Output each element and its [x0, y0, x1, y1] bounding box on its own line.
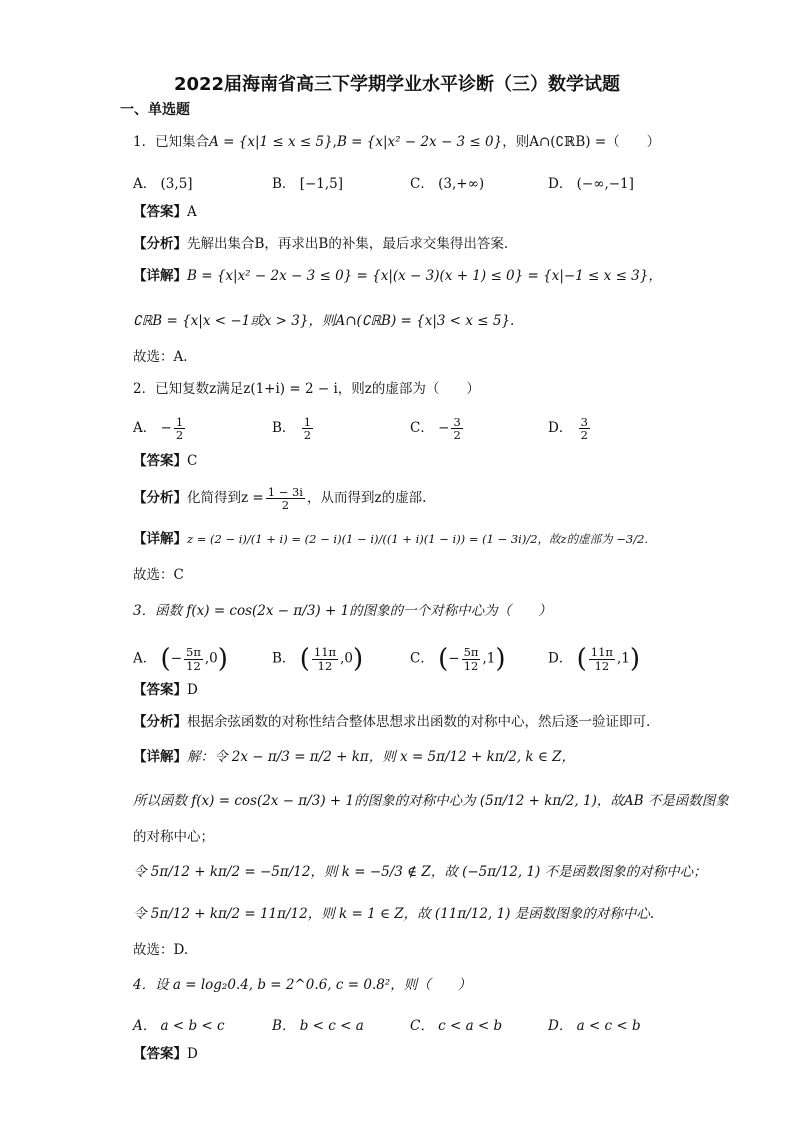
- q4-option-c: C． c < a < b: [410, 1018, 503, 1034]
- q2-detail: [133, 531, 648, 547]
- q2-stem: 2．已知复数z满足z(1+i) = 2 − i，则z的虚部为（ ）: [133, 381, 480, 397]
- q1-ask: ，则A∩(∁ℝB) =（ ）: [502, 134, 661, 150]
- q3-detail-line-5: 令 5π/12 + kπ/2 = 11π/12，则 k = 1 ∈ Z，故 (11π/12, 1) 是函数图象的对称中心.: [133, 906, 655, 922]
- q1-option-b: B． [−1,5]: [272, 176, 344, 192]
- q1-detail-1: B = {x|x² − 2x − 3 ≤ 0} = {x|(x − 3)(x + 1) ≤ 0} = {x|−1 ≤ x ≤ 3}，: [187, 268, 662, 284]
- q1-set-b: B = {x|x² − 2x − 3 ≤ 0}: [336, 134, 503, 150]
- q4-option-b: B． b < c < a: [272, 1018, 364, 1034]
- q3-answer-value: D: [187, 682, 198, 698]
- document-title: 2022届海南省高三下学期学业水平诊断（三）数学试题: [173, 74, 621, 95]
- q1-option-d: D． (−∞,−1]: [548, 176, 634, 192]
- q4-option-d: D． a < c < b: [548, 1018, 641, 1034]
- q3-stem: 3．函数 f(x) = cos(2x − π/3) + 1的图象的一个对称中心为（ ）: [133, 603, 552, 619]
- q3-option-b: B． ( $\frac{11\pi}{12}$ ,0): [272, 644, 364, 674]
- answer-label: 【答案】: [133, 1046, 187, 1062]
- q1-conclusion: 故选：A.: [133, 349, 188, 365]
- q1-analysis-text: 先解出集合B，再求出B的补集，最后求交集得出答案.: [187, 236, 509, 252]
- q2-analysis-post: ，从而得到z的虚部.: [306, 490, 427, 507]
- q2-option-c-label: C．: [410, 420, 434, 437]
- detail-label: 【详解】: [133, 749, 187, 765]
- section-heading: 一、单选题: [120, 102, 190, 118]
- q3-detail-line-1: [133, 749, 575, 765]
- q1-option-c: C． (3,+∞): [410, 176, 485, 192]
- q3-option-d: D． ( $\frac{11\pi}{12}$ ,1): [548, 644, 641, 674]
- q3-detail-1: 解：令 2x − π/3 = π/2 + kπ，则 x = 5π/12 + kπ/2, k ∈ Z，: [187, 749, 576, 765]
- q2-option-b: [272, 416, 315, 441]
- q2-option-d: [548, 416, 592, 441]
- q3-detail-line-3: 的对称中心；: [133, 829, 214, 845]
- q1-answer: [133, 204, 197, 220]
- q3-option-b-label: B．: [272, 650, 296, 667]
- q2-answer: [133, 453, 197, 469]
- detail-label: 【详解】: [133, 268, 187, 284]
- q4-option-a: A． a < b < c: [133, 1018, 225, 1034]
- q2-option-b-label: B．: [272, 420, 296, 437]
- q1-answer-value: A: [187, 204, 197, 220]
- q2-conclusion: 故选：C: [133, 567, 184, 583]
- q3-conclusion: 故选：D.: [133, 942, 189, 958]
- q2-option-d-label: D．: [548, 420, 573, 437]
- q2-option-b-frac: $\frac{1}{2}$: [303, 415, 312, 443]
- q3-analysis-text: 根据余弦函数的对称性结合整体思想求出函数的对称中心，然后逐一验证即可.: [187, 714, 651, 730]
- q2-analysis-frac: $\frac{1 - 3i}{2}$: [267, 485, 303, 513]
- q2-detail-text: z = (2 − i)/(1 + i) = (2 − i)(1 − i)/((1 + i)(1 − i)) = (1 − 3i)/2，故z的虚部为 −3/2.: [187, 532, 649, 546]
- q2-analysis: [133, 486, 426, 511]
- q3-option-c: C． (− $\frac{5\pi}{12}$ ,1): [410, 644, 506, 674]
- q4-stem: 4．设 a = log₂0.4, b = 2^0.6, c = 0.8²，则（ ）: [133, 977, 472, 993]
- q2-option-d-frac: $\frac{3}{2}$: [580, 415, 588, 443]
- q4-answer-value: D: [187, 1046, 198, 1062]
- q1-analysis: [133, 236, 508, 252]
- q3-option-c-label: C．: [410, 650, 434, 667]
- q2-option-c: C． − $\frac{3}{2}$: [410, 415, 461, 443]
- answer-label: 【答案】: [133, 204, 187, 220]
- q2-option-a: A． − $\frac{1}{2}$: [133, 415, 184, 443]
- analysis-label: 【分析】: [133, 490, 187, 507]
- q1-stem: 1．已知集合A = {x|1 ≤ x ≤ 5},B = {x|x² − 2x − 3 ≤ 0}，则A∩(∁ℝB) =（ ）: [133, 134, 661, 150]
- q1-detail-line-1: [133, 268, 662, 284]
- q3-option-a: A． (− $\frac{5\pi}{12}$ ,0): [133, 644, 228, 674]
- q1-detail-line-2: ∁ℝB = {x|x < −1或x > 3}，则A∩(∁ℝB) = {x|3 < x ≤ 5}.: [133, 313, 515, 329]
- q1-stem-text: 1．已知集合: [133, 134, 210, 150]
- q2-answer-value: C: [187, 453, 198, 469]
- analysis-label: 【分析】: [133, 714, 187, 730]
- q3-answer: [133, 682, 198, 698]
- q4-answer: [133, 1046, 198, 1062]
- q2-option-c-frac: $\frac{3}{2}$: [453, 415, 461, 443]
- q1-set-a: A = {x|1 ≤ x ≤ 5}: [209, 134, 333, 150]
- q1-option-a: A． (3,5]: [133, 176, 193, 192]
- q2-option-a-label: A．: [133, 420, 157, 437]
- detail-label: 【详解】: [133, 531, 187, 547]
- q3-option-d-label: D．: [548, 650, 573, 667]
- q3-analysis: [133, 714, 650, 730]
- q3-option-a-label: A．: [133, 650, 157, 667]
- q2-analysis-pre: 化简得到z =: [187, 490, 264, 507]
- answer-label: 【答案】: [133, 453, 187, 469]
- q3-detail-line-4: 令 5π/12 + kπ/2 = −5π/12，则 k = −5/3 ∉ Z，故 (−5π/12, 1) 不是函数图象的对称中心；: [133, 864, 707, 880]
- q2-option-a-frac: $\frac{1}{2}$: [175, 415, 184, 443]
- answer-label: 【答案】: [133, 682, 187, 698]
- analysis-label: 【分析】: [133, 236, 187, 252]
- q3-detail-line-2: 所以函数 f(x) = cos(2x − π/3) + 1的图象的对称中心为 (5π/12 + kπ/2, 1)，故AB 不是函数图象: [133, 793, 729, 809]
